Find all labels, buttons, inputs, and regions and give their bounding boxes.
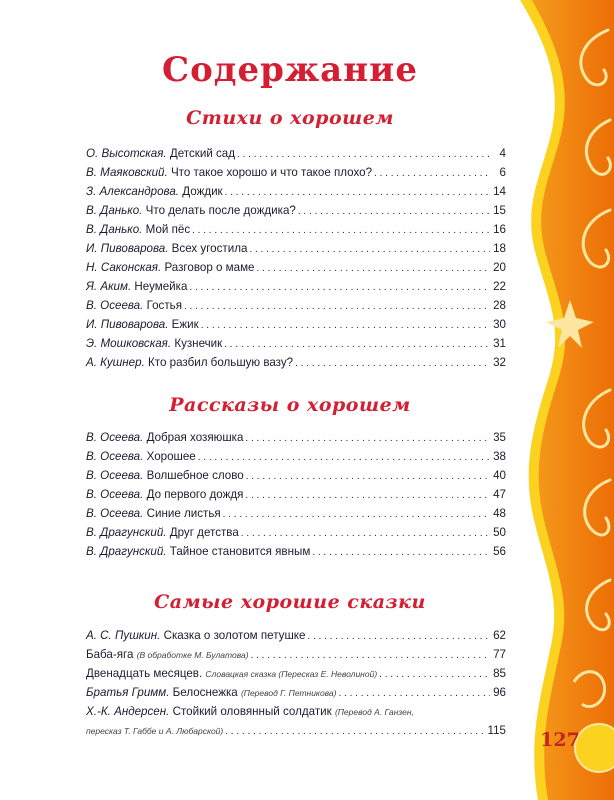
entry-page: 115 (487, 724, 506, 737)
entry-author: В. Маяковский. (86, 166, 168, 179)
toc-entry[interactable] (86, 447, 506, 466)
toc-entry[interactable] (86, 542, 506, 561)
entry-note: Словацкая сказка (Пересказ Е. Неволиной) (205, 669, 378, 679)
entry-title: Дождик (182, 185, 223, 198)
entry-note: пересказ Т. Габбе и А. Любарской) (86, 726, 224, 736)
entry-title: Неумейка (134, 280, 188, 293)
entry-page: 16 (493, 223, 506, 236)
entry-page: 47 (493, 488, 506, 501)
dot-leader (189, 277, 490, 297)
entry-author: Братья Гримм. (86, 686, 170, 699)
toc-entry[interactable] (86, 182, 506, 201)
toc-entry[interactable] (86, 258, 506, 277)
entry-title: Разговор о маме (164, 261, 255, 274)
toc-entry[interactable] (86, 353, 506, 372)
toc-entry[interactable] (86, 277, 506, 296)
section-title-fairy-tales: Самые хорошие сказки (154, 591, 426, 613)
entry-title: Детский сад (169, 147, 236, 160)
entry-title: Друг детства (169, 526, 239, 539)
entry-page: 40 (493, 469, 506, 482)
entry-title: Тайное становится явным (169, 545, 311, 558)
dot-leader (307, 626, 490, 646)
section-title-stories: Рассказы о хорошем (169, 394, 411, 416)
entry-title: Волшебное слово (146, 469, 244, 482)
toc-entry[interactable] (86, 485, 506, 504)
entry-author: З. Александрова. (86, 185, 180, 198)
entry-page: 4 (499, 147, 506, 160)
entry-title: Что такое хорошо и что такое плохо? (170, 166, 373, 179)
entry-page: 20 (493, 261, 506, 274)
entry-note: (В обработке М. Булатова) (136, 650, 249, 660)
toc-entry[interactable] (86, 144, 506, 163)
entry-author: В. Осеева. (86, 469, 144, 482)
entry-title: Мой пёс (145, 223, 191, 236)
dot-leader (295, 353, 490, 373)
toc-entry[interactable] (86, 315, 506, 334)
dot-leader (245, 428, 490, 448)
entry-author: В. Осеева. (86, 431, 144, 444)
entry-title: Кто разбил большую вазу? (148, 356, 294, 369)
toc-entry-continuation[interactable] (86, 721, 506, 740)
toc-entry[interactable] (86, 296, 506, 315)
entry-title: Сказка о золотом петушке (163, 629, 306, 642)
toc-list-stories (86, 428, 506, 561)
toc-entry[interactable] (86, 239, 506, 258)
entry-title: Хорошее (146, 450, 196, 463)
toc-entry[interactable] (86, 664, 506, 683)
toc-entry[interactable] (86, 523, 506, 542)
entry-title: Стойкий оловянный солдатик (172, 705, 332, 718)
entry-title: Синие листья (146, 507, 221, 520)
toc-list-poems (86, 144, 506, 372)
entry-note: (Перевод Г. Петникова) (240, 688, 337, 698)
entry-author: Х.-К. Андерсен. (86, 705, 170, 718)
entry-title: Баба-яга (86, 648, 134, 661)
entry-page: 38 (493, 450, 506, 463)
dot-leader (201, 315, 490, 335)
dot-leader (241, 523, 490, 543)
dot-leader (198, 447, 490, 467)
toc-entry[interactable] (86, 334, 506, 353)
entry-page: 35 (493, 431, 506, 444)
entry-author: Я. Аким. (86, 280, 132, 293)
entry-author: В. Осеева. (86, 488, 144, 501)
entry-page: 31 (493, 337, 506, 350)
dot-leader (223, 504, 490, 524)
entry-title: Гостья (146, 299, 182, 312)
entry-page: 62 (493, 629, 506, 642)
dot-leader (237, 144, 490, 164)
entry-title: До первого дождя (146, 488, 244, 501)
entry-title: Двенадцать месяцев. (86, 667, 203, 680)
entry-page: 56 (493, 545, 506, 558)
entry-page: 6 (499, 166, 506, 179)
entry-page: 77 (493, 648, 506, 661)
entry-author: И. Пивоварова. (86, 318, 169, 331)
toc-entry[interactable] (86, 683, 506, 702)
toc-entry[interactable] (86, 428, 506, 447)
dot-leader (249, 239, 490, 259)
entry-title: Всех угостила (171, 242, 248, 255)
entry-author: В. Осеева. (86, 507, 144, 520)
entry-author: И. Пивоварова. (86, 242, 169, 255)
entry-page: 32 (493, 356, 506, 369)
dot-leader (224, 334, 490, 354)
entry-page: 50 (493, 526, 506, 539)
toc-entry[interactable] (86, 163, 506, 182)
entry-author: В. Драгунский. (86, 545, 167, 558)
entry-author: В. Осеева. (86, 450, 144, 463)
toc-entry[interactable] (86, 702, 506, 721)
page-number: 127 (540, 729, 580, 751)
entry-page: 14 (493, 185, 506, 198)
entry-page: 18 (493, 242, 506, 255)
dot-leader (257, 258, 491, 278)
dot-leader (312, 542, 490, 562)
toc-entry[interactable] (86, 201, 506, 220)
entry-title: Добрая хозяюшка (146, 431, 244, 444)
entry-author: А. С. Пушкин. (86, 629, 161, 642)
entry-title: Что делать после дождика? (145, 204, 296, 217)
entry-page: 30 (493, 318, 506, 331)
entry-title: Ежик (171, 318, 199, 331)
entry-author: В. Драгунский. (86, 526, 167, 539)
entry-title: Кузнечик (174, 337, 223, 350)
dot-leader (184, 296, 490, 316)
dot-leader (379, 664, 490, 684)
dot-leader (298, 201, 490, 221)
entry-page: 85 (493, 667, 506, 680)
dot-leader (246, 466, 490, 486)
toc-entry[interactable] (86, 626, 506, 645)
entry-author: Э. Мошковская. (86, 337, 172, 350)
dot-leader (338, 683, 490, 703)
dot-leader (245, 485, 490, 505)
entry-author: В. Осеева. (86, 299, 144, 312)
entry-page: 28 (493, 299, 506, 312)
entry-author: В. Данько. (86, 223, 143, 236)
entry-author: В. Данько. (86, 204, 143, 217)
dot-leader (374, 163, 490, 183)
toc-list-fairy-tales (86, 626, 506, 740)
entry-author: А. Кушнер. (86, 356, 145, 369)
dot-leader (225, 721, 485, 741)
toc-entry[interactable] (86, 220, 506, 239)
entry-note: (Перевод А. Ганзен, (334, 707, 414, 717)
entry-page: 22 (493, 280, 506, 293)
page-title: Содержание (162, 50, 418, 90)
entry-author: О. Высотская. (86, 147, 167, 160)
entry-page: 48 (493, 507, 506, 520)
section-title-poems: Стихи о хорошем (186, 107, 394, 129)
entry-page: 96 (493, 686, 506, 699)
entry-page: 15 (493, 204, 506, 217)
entry-author: Н. Саконская. (86, 261, 162, 274)
entry-title: Белоснежка (172, 686, 238, 699)
toc-entry[interactable] (86, 504, 506, 523)
toc-entry[interactable] (86, 466, 506, 485)
dot-leader (251, 645, 490, 665)
dot-leader (192, 220, 490, 240)
dot-leader (225, 182, 490, 202)
toc-entry[interactable] (86, 645, 506, 664)
